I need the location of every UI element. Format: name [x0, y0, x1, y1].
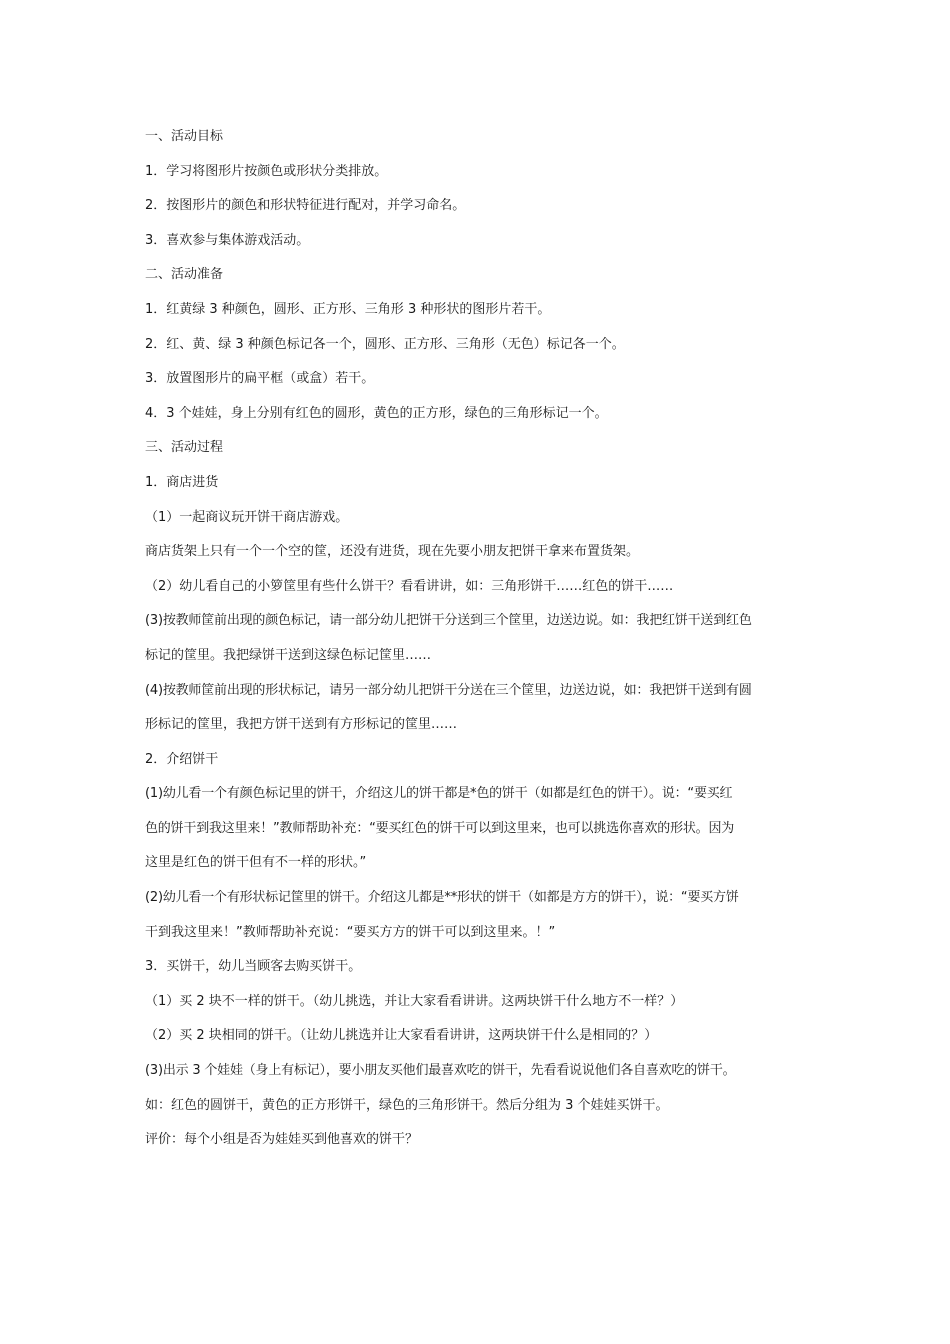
- paragraph-line: 如：红色的圆饼干，黄色的正方形饼干，绿色的三角形饼干。然后分组为 3 个娃娃买饼干。: [145, 1097, 669, 1113]
- evaluation-line: 评价：每个小组是否为娃娃买到他喜欢的饼干？: [145, 1132, 419, 1148]
- prep-item-4: 4．3 个娃娃，身上分别有红色的圆形，黄色的正方形，绿色的三角形标记一个。: [145, 405, 608, 421]
- process-step-3-title: 3．买饼干，幼儿当顾客去购买饼干。: [145, 959, 362, 975]
- paragraph-line: 形标记的筐里，我把方饼干送到有方形标记的筐里……: [145, 717, 458, 733]
- document-body: [145, 120, 815, 1158]
- paragraph-line: 商店货架上只有一个一个空的筐，还没有进货，现在先要小朋友把饼干拿来布置货架。: [145, 544, 640, 560]
- prep-item-3: 3．放置图形片的扁平框（或盒）若干。: [145, 371, 375, 387]
- paragraph-line: 干到我这里来！”教师帮助补充说：“要买方方的饼干可以到这里来。！”: [145, 924, 556, 940]
- section-heading-preparation: 二、活动准备: [145, 267, 224, 283]
- process-step-2-sub-2: (2)幼儿看一个有形状标记筐里的饼干。介绍这儿都是**形状的饼干（如都是方方的饼干），说：“要买方饼: [145, 890, 739, 906]
- process-step-3-sub-1: （1）买 2 块不一样的饼干。（幼儿挑选，并让大家看看讲讲。这两块饼干什么地方不一样？）: [145, 993, 684, 1009]
- process-step-1-sub-2: （2）幼儿看自己的小箩筐里有些什么饼干？看看讲讲，如：三角形饼干……红色的饼干……: [145, 578, 674, 594]
- goal-item-2: 2．按图形片的颜色和形状特征进行配对，并学习命名。: [145, 198, 466, 214]
- process-step-2-title: 2．介绍饼干: [145, 751, 219, 767]
- paragraph-line: 色的饼干到我这里来！”教师帮助补充：“要买红色的饼干可以到这里来，也可以挑选你喜欢的形状。因为: [145, 820, 735, 836]
- process-step-3-sub-2: （2）买 2 块相同的饼干。（让幼儿挑选并让大家看看讲讲，这两块饼干什么是相同的？）: [145, 1028, 658, 1044]
- section-heading-process: 三、活动过程: [145, 440, 224, 456]
- section-heading-goals: 一、活动目标: [145, 129, 224, 144]
- process-step-1-sub-3: (3)按教师筐前出现的颜色标记，请一部分幼儿把饼干分送到三个筐里，边送边说。如：我把红饼干送到红色: [145, 613, 752, 629]
- paragraph-line: 标记的筐里。我把绿饼干送到这绿色标记筐里……: [145, 647, 432, 663]
- process-step-1-sub-1: （1）一起商议玩开饼干商店游戏。: [145, 509, 349, 525]
- process-step-1-sub-4: (4)按教师筐前出现的形状标记，请另一部分幼儿把饼干分送在三个筐里，边送边说，如：我把饼干送到有圆: [145, 682, 752, 698]
- process-step-1-title: 1．商店进货: [145, 474, 219, 490]
- process-step-3-sub-3: (3)出示 3 个娃娃（身上有标记），要小朋友买他们最喜欢吃的饼干，先看看说说他们各自喜欢吃的饼干。: [145, 1063, 736, 1079]
- prep-item-1: 1．红黄绿 3 种颜色，圆形、正方形、三角形 3 种形状的图形片若干。: [145, 301, 551, 317]
- goal-item-3: 3．喜欢参与集体游戏活动。: [145, 232, 310, 248]
- goal-item-1: 1．学习将图形片按颜色或形状分类排放。: [145, 163, 388, 179]
- paragraph-line: 这里是红色的饼干但有不一样的形状。”: [145, 855, 367, 871]
- prep-item-2: 2．红、黄、绿 3 种颜色标记各一个，圆形、正方形、三角形（无色）标记各一个。: [145, 336, 625, 352]
- process-step-2-sub-1: (1)幼儿看一个有颜色标记里的饼干，介绍这儿的饼干都是*色的饼干（如都是红色的饼干）。说：“要买红: [145, 786, 733, 802]
